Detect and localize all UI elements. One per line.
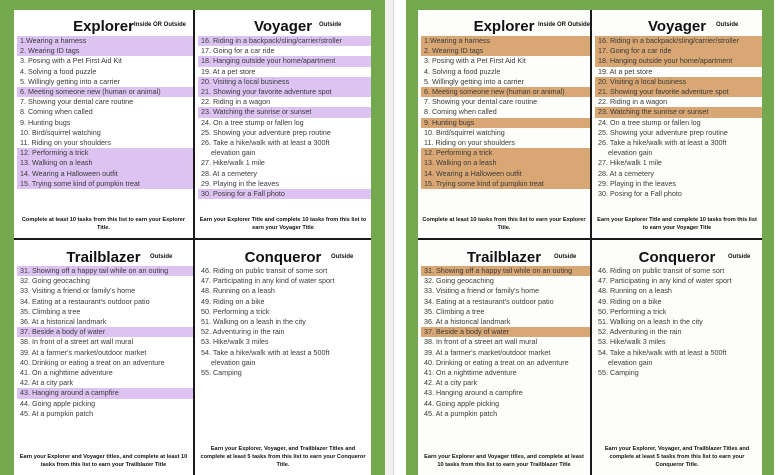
task-item	[421, 97, 590, 107]
task-text: 36. At a historical landmark	[20, 317, 107, 327]
explorer-header	[418, 10, 590, 36]
voyager-location-tag: Outside	[319, 22, 342, 28]
task-item	[17, 138, 193, 148]
task-text: 16. Riding in a backpack/sling/carrier/stroller	[598, 36, 740, 45]
conqueror-title: Conqueror	[244, 249, 322, 266]
explorer-footer-instructions: Complete at least 10 tasks from this list to earn your Explorer Title.	[422, 217, 586, 231]
task-text: 54. Take a hike/walk with at least a 500ft	[201, 347, 330, 357]
task-text: 54. Take a hike/walk with at least a 500ft	[598, 347, 727, 357]
task-item	[17, 158, 193, 168]
task-text: 41. On a nighttime adventure	[424, 368, 517, 378]
task-text: 27. Hike/walk 1 mile	[598, 158, 662, 168]
task-text: 44. Going apple picking	[20, 398, 96, 408]
voyager-task-list	[592, 36, 762, 199]
task-item	[595, 327, 762, 337]
task-item	[421, 297, 590, 307]
task-item	[198, 307, 371, 317]
task-item	[595, 67, 762, 77]
task-item	[198, 36, 371, 46]
explorer-section	[418, 10, 590, 238]
task-item	[421, 169, 590, 179]
task-item	[17, 388, 193, 398]
trailblazer-header	[14, 240, 193, 266]
checklist-sheet	[418, 10, 762, 475]
task-text: 5. Willingly getting into a carrier	[424, 76, 524, 86]
task-text: 10. Bird/squirrel watching	[20, 127, 101, 137]
task-item	[17, 56, 193, 66]
task-text: 46. Riding on public transit of some sort	[201, 266, 328, 275]
task-text: 32. Going geocaching	[424, 276, 494, 286]
trailblazer-footer-instructions: Earn your Explorer and Voyager titles, and complete at least 10 tasks from this list to earn your Trailblazer Title	[19, 454, 188, 468]
explorer-location-tag: Inside OR Outside	[134, 22, 187, 28]
explorer-task-list	[14, 36, 193, 189]
trailblazer-footer-instructions: Earn your Explorer and Voyager titles, and complete at least 10 tasks from this list to earn your Trailblazer Title	[424, 454, 584, 468]
voyager-location-tag: Outside	[716, 22, 739, 28]
task-item	[421, 87, 590, 97]
task-text: 21. Showing your favorite adventure spot	[598, 87, 729, 97]
task-text: 18. Hanging outside your home/apartment	[598, 56, 733, 66]
task-text: 28. At a cemetery	[201, 168, 257, 178]
task-text: 11. Riding on your shoulders	[20, 138, 111, 148]
explorer-title: Explorer	[73, 18, 134, 35]
task-item	[421, 276, 590, 286]
voyager-section	[592, 10, 762, 238]
trailblazer-title: Trailblazer	[66, 249, 141, 266]
task-text: 31. Showing off a happy tail while on an outing	[424, 266, 573, 275]
task-text: 39. At a farmer's market/outdoor market	[424, 347, 551, 357]
task-item	[198, 348, 371, 368]
task-text: 8. Coming when called	[20, 107, 93, 117]
task-text: 20. Visiting a local business	[201, 76, 290, 86]
conqueror-title: Conqueror	[638, 249, 716, 266]
task-item	[17, 128, 193, 138]
task-text: 24. On a tree stump or fallen log	[201, 117, 304, 127]
task-item	[421, 77, 590, 87]
task-item	[198, 327, 371, 337]
task-item	[421, 118, 590, 128]
task-item	[595, 138, 762, 158]
right-checklist-panel	[393, 0, 778, 475]
task-text: 15. Trying some kind of pumpkin treat	[424, 178, 544, 188]
task-text: 22. Riding in a wagon	[598, 97, 668, 107]
task-text: 49. Riding on a bike	[598, 296, 662, 306]
explorer-header	[14, 10, 193, 36]
task-text: 42. At a city park	[20, 378, 74, 388]
explorer-title: Explorer	[473, 18, 535, 35]
task-item	[595, 368, 762, 378]
task-text: 52. Adventuring in the rain	[201, 327, 285, 337]
task-item	[17, 67, 193, 77]
trailblazer-location-tag: Outside	[150, 254, 173, 260]
task-item	[421, 317, 590, 327]
conqueror-section	[195, 240, 371, 475]
task-text: 31. Showing off a happy tail while on an outing	[20, 266, 169, 275]
conqueror-location-tag: Outside	[728, 254, 751, 260]
conqueror-location-tag: Outside	[331, 254, 354, 260]
task-text: 12. Performing a trick	[20, 148, 89, 158]
task-item	[17, 179, 193, 189]
task-text: 3. Posing with a Pet First Aid Kit	[20, 56, 122, 66]
task-item	[198, 276, 371, 286]
task-text: 14. Wearing a Halloween outfit	[424, 168, 522, 178]
conqueror-footer-instructions: Earn your Explorer, Voyager, and Trailblazer Titles and complete at least 5 tasks from this list to earn your Conqueror Title.	[604, 446, 750, 468]
task-item	[17, 348, 193, 358]
task-text: 19. At a pet store	[201, 66, 256, 76]
task-item	[198, 317, 371, 327]
task-text: 17. Going for a car ride	[201, 46, 275, 56]
task-item	[17, 358, 193, 368]
task-item	[421, 266, 590, 276]
task-item	[17, 368, 193, 378]
task-item	[595, 307, 762, 317]
task-item	[17, 266, 193, 276]
conqueror-section	[592, 240, 762, 475]
task-item	[595, 36, 762, 46]
task-item	[198, 158, 371, 168]
task-item	[198, 368, 371, 378]
task-text: 47. Participating in any kind of water sport	[598, 276, 732, 286]
voyager-title: Voyager	[253, 18, 313, 35]
task-item	[17, 107, 193, 117]
trailblazer-header	[418, 240, 590, 266]
task-text: 50. Performing a trick	[201, 306, 270, 316]
task-item	[421, 46, 590, 56]
task-text: 27. Hike/walk 1 mile	[201, 158, 265, 168]
task-text: 33. Visiting a friend or family's home	[424, 286, 540, 296]
task-text: 38. In front of a street art wall mural	[424, 337, 538, 347]
task-text: 21. Showing your favorite adventure spot	[201, 87, 332, 97]
task-item	[198, 189, 371, 199]
task-text: 8. Coming when called	[424, 107, 497, 117]
task-item	[421, 388, 590, 398]
task-text: 46. Riding on public transit of some sort	[598, 266, 725, 275]
task-item	[198, 128, 371, 138]
conqueror-header	[592, 240, 762, 266]
task-text: 7. Showing your dental care routine	[20, 97, 134, 107]
task-item	[421, 368, 590, 378]
task-text: 55. Camping	[201, 368, 242, 378]
task-text: 25. Showing your adventure prep routine	[201, 127, 331, 137]
task-text: 12. Performing a trick	[424, 148, 493, 158]
trailblazer-location-tag: Outside	[554, 254, 577, 260]
task-item	[421, 358, 590, 368]
task-item	[198, 56, 371, 66]
task-text: 55. Camping	[598, 368, 639, 378]
task-text: 42. At a city park	[424, 378, 478, 388]
task-text: 1.Wearing a harness	[20, 36, 87, 45]
task-item	[421, 378, 590, 388]
task-text: 26. Take a hike/walk with at least a 300ft	[201, 138, 330, 148]
trailblazer-section	[14, 240, 193, 475]
task-item	[17, 317, 193, 327]
task-item	[198, 297, 371, 307]
conqueror-task-list	[195, 266, 371, 378]
task-text: 48. Running on a leash	[201, 286, 275, 296]
task-text: 23. Watching the sunrise or sunset	[598, 107, 709, 117]
task-text: 24. On a tree stump or fallen log	[598, 117, 701, 127]
task-text: 4. Solving a food puzzle	[20, 66, 97, 76]
task-item	[198, 97, 371, 107]
task-item	[198, 107, 371, 117]
task-text: 18. Hanging outside your home/apartment	[201, 56, 336, 66]
task-item	[421, 107, 590, 117]
task-text: 39. At a farmer's market/outdoor market	[20, 347, 147, 357]
task-text: 15. Trying some kind of pumpkin treat	[20, 178, 140, 188]
task-item	[595, 348, 762, 368]
left-checklist-panel	[0, 0, 385, 475]
checklist-sheet	[14, 10, 371, 475]
task-text: 53. Hike/walk 3 miles	[598, 337, 666, 347]
explorer-footer-instructions: Complete at least 10 tasks from this list to earn your Explorer Title.	[21, 217, 186, 231]
task-item	[421, 138, 590, 148]
task-text: 7. Showing your dental care routine	[424, 97, 538, 107]
task-item	[595, 107, 762, 117]
task-item	[17, 307, 193, 317]
explorer-location-tag: Inside OR Outside	[538, 22, 590, 28]
task-item	[421, 307, 590, 317]
task-text: 43. Hanging around a campfire	[20, 388, 119, 398]
task-text: 51. Walking on a leash in the city	[598, 317, 703, 327]
task-text: 40. Drinking or eating a treat on an adventure	[20, 357, 165, 367]
task-text: 5. Willingly getting into a carrier	[20, 76, 120, 86]
task-text: 37. Beside a body of water	[20, 327, 106, 337]
task-text: 10. Bird/squirrel watching	[424, 127, 505, 137]
task-item	[198, 77, 371, 87]
task-text: 45. At a pumpkin patch	[20, 408, 94, 418]
task-item	[421, 67, 590, 77]
task-text: 30. Posing for a Fall photo	[598, 189, 682, 199]
task-text: 6. Meeting someone new (human or animal)	[424, 87, 565, 97]
task-text: 29. Playing in the leaves	[598, 178, 676, 188]
task-item	[198, 179, 371, 189]
trailblazer-task-list	[14, 266, 193, 419]
task-text: 35. Climbing a tree	[20, 306, 81, 316]
task-text: 49. Riding on a bike	[201, 296, 265, 306]
task-item	[198, 67, 371, 77]
task-item	[421, 179, 590, 189]
trailblazer-section	[418, 240, 590, 475]
task-item	[421, 399, 590, 409]
task-item	[17, 378, 193, 388]
voyager-header	[592, 10, 762, 36]
task-text: 23. Watching the sunrise or sunset	[201, 107, 312, 117]
task-text-continued: elevation gain	[608, 357, 653, 367]
task-text: 9. Hunting bugs	[424, 117, 475, 127]
task-item	[198, 266, 371, 276]
task-item	[17, 409, 193, 419]
task-text: 19. At a pet store	[598, 66, 653, 76]
task-text-continued: elevation gain	[211, 148, 256, 158]
task-text: 30. Posing for a Fall photo	[201, 189, 285, 199]
task-item	[595, 337, 762, 347]
task-text: 14. Wearing a Halloween outfit	[20, 168, 118, 178]
task-item	[595, 266, 762, 276]
task-text: 44. Going apple picking	[424, 398, 500, 408]
task-text: 11. Riding on your shoulders	[424, 138, 515, 148]
task-text: 3. Posing with a Pet First Aid Kit	[424, 56, 526, 66]
task-text: 2. Wearing ID tags	[20, 46, 80, 56]
task-item	[595, 158, 762, 168]
task-item	[17, 118, 193, 128]
task-item	[17, 399, 193, 409]
task-item	[595, 317, 762, 327]
task-text: 36. At a historical landmark	[424, 317, 511, 327]
task-item	[595, 56, 762, 66]
task-item	[198, 46, 371, 56]
task-item	[595, 97, 762, 107]
task-item	[198, 138, 371, 158]
task-item	[421, 409, 590, 419]
task-item	[17, 337, 193, 347]
task-text: 2. Wearing ID tags	[424, 46, 484, 56]
task-item	[421, 286, 590, 296]
task-text: 4. Solving a food puzzle	[424, 66, 501, 76]
task-item	[595, 128, 762, 138]
voyager-header	[195, 10, 371, 36]
task-item	[17, 46, 193, 56]
task-text: 50. Performing a trick	[598, 306, 667, 316]
trailblazer-title: Trailblazer	[466, 249, 542, 266]
task-item	[421, 327, 590, 337]
task-text: 13. Walking on a leash	[424, 158, 497, 168]
task-text: 34. Eating at a restaurant's outdoor patio	[424, 296, 554, 306]
task-item	[595, 118, 762, 128]
task-item	[17, 97, 193, 107]
task-text: 6. Meeting someone new (human or animal)	[20, 87, 161, 97]
task-item	[595, 189, 762, 199]
voyager-footer-instructions: Earn your Explorer Title and complete 10 tasks from this list to earn your Voyager Title	[597, 217, 757, 231]
task-item	[17, 77, 193, 87]
task-item	[198, 87, 371, 97]
task-item	[17, 297, 193, 307]
task-text: 53. Hike/walk 3 miles	[201, 337, 269, 347]
task-text: 41. On a nighttime adventure	[20, 368, 113, 378]
task-item	[595, 276, 762, 286]
task-item	[595, 286, 762, 296]
task-item	[595, 46, 762, 56]
voyager-section	[195, 10, 371, 238]
task-item	[421, 158, 590, 168]
task-text: 9. Hunting bugs	[20, 117, 71, 127]
voyager-task-list	[195, 36, 371, 199]
task-item	[595, 297, 762, 307]
task-text: 13. Walking on a leash	[20, 158, 93, 168]
task-text: 47. Participating in any kind of water sport	[201, 276, 335, 286]
trailblazer-task-list	[418, 266, 590, 419]
task-text: 1.Wearing a harness	[424, 36, 491, 45]
explorer-section	[14, 10, 193, 238]
task-item	[17, 148, 193, 158]
task-text: 51. Walking on a leash in the city	[201, 317, 306, 327]
task-text: 29. Playing in the leaves	[201, 178, 279, 188]
task-text: 32. Going geocaching	[20, 276, 90, 286]
task-item	[17, 87, 193, 97]
task-text: 16. Riding in a backpack/sling/carrier/stroller	[201, 36, 343, 45]
task-item	[421, 36, 590, 46]
task-item	[595, 179, 762, 189]
task-item	[421, 128, 590, 138]
task-item	[595, 87, 762, 97]
task-item	[595, 77, 762, 87]
task-text: 40. Drinking or eating a treat on an adventure	[424, 357, 569, 367]
task-item	[595, 169, 762, 179]
task-item	[17, 169, 193, 179]
task-item	[198, 337, 371, 347]
task-item	[17, 36, 193, 46]
task-text: 28. At a cemetery	[598, 168, 654, 178]
task-item	[421, 56, 590, 66]
task-text: 37. Beside a body of water	[424, 327, 510, 337]
task-item	[421, 348, 590, 358]
task-item	[421, 148, 590, 158]
voyager-title: Voyager	[647, 18, 707, 35]
conqueror-header	[195, 240, 371, 266]
task-text: 26. Take a hike/walk with at least a 300ft	[598, 138, 727, 148]
task-text: 33. Visiting a friend or family's home	[20, 286, 136, 296]
task-text-continued: elevation gain	[608, 148, 653, 158]
task-item	[17, 327, 193, 337]
conqueror-task-list	[592, 266, 762, 378]
task-text: 17. Going for a car ride	[598, 46, 672, 56]
task-item	[198, 169, 371, 179]
task-text: 48. Running on a leash	[598, 286, 672, 296]
task-text-continued: elevation gain	[211, 357, 256, 367]
task-text: 22. Riding in a wagon	[201, 97, 271, 107]
task-text: 35. Climbing a tree	[424, 306, 485, 316]
task-text: 25. Showing your adventure prep routine	[598, 127, 728, 137]
task-text: 52. Adventuring in the rain	[598, 327, 682, 337]
conqueror-footer-instructions: Earn your Explorer, Voyager, and Trailblazer Titles and complete at least 5 tasks from this list to earn your Conqueror Title.	[200, 446, 366, 468]
task-item	[198, 286, 371, 296]
task-item	[17, 276, 193, 286]
task-text: 45. At a pumpkin patch	[424, 408, 498, 418]
task-text: 20. Visiting a local business	[598, 76, 687, 86]
task-text: 43. Hanging around a campfire	[424, 388, 523, 398]
explorer-task-list	[418, 36, 590, 189]
task-item	[17, 286, 193, 296]
voyager-footer-instructions: Earn your Explorer Title and complete 10 tasks from this list to earn your Voyager Title	[199, 217, 367, 231]
task-item	[421, 337, 590, 347]
task-text: 38. In front of a street art wall mural	[20, 337, 134, 347]
task-text: 34. Eating at a restaurant's outdoor patio	[20, 296, 150, 306]
task-item	[198, 118, 371, 128]
